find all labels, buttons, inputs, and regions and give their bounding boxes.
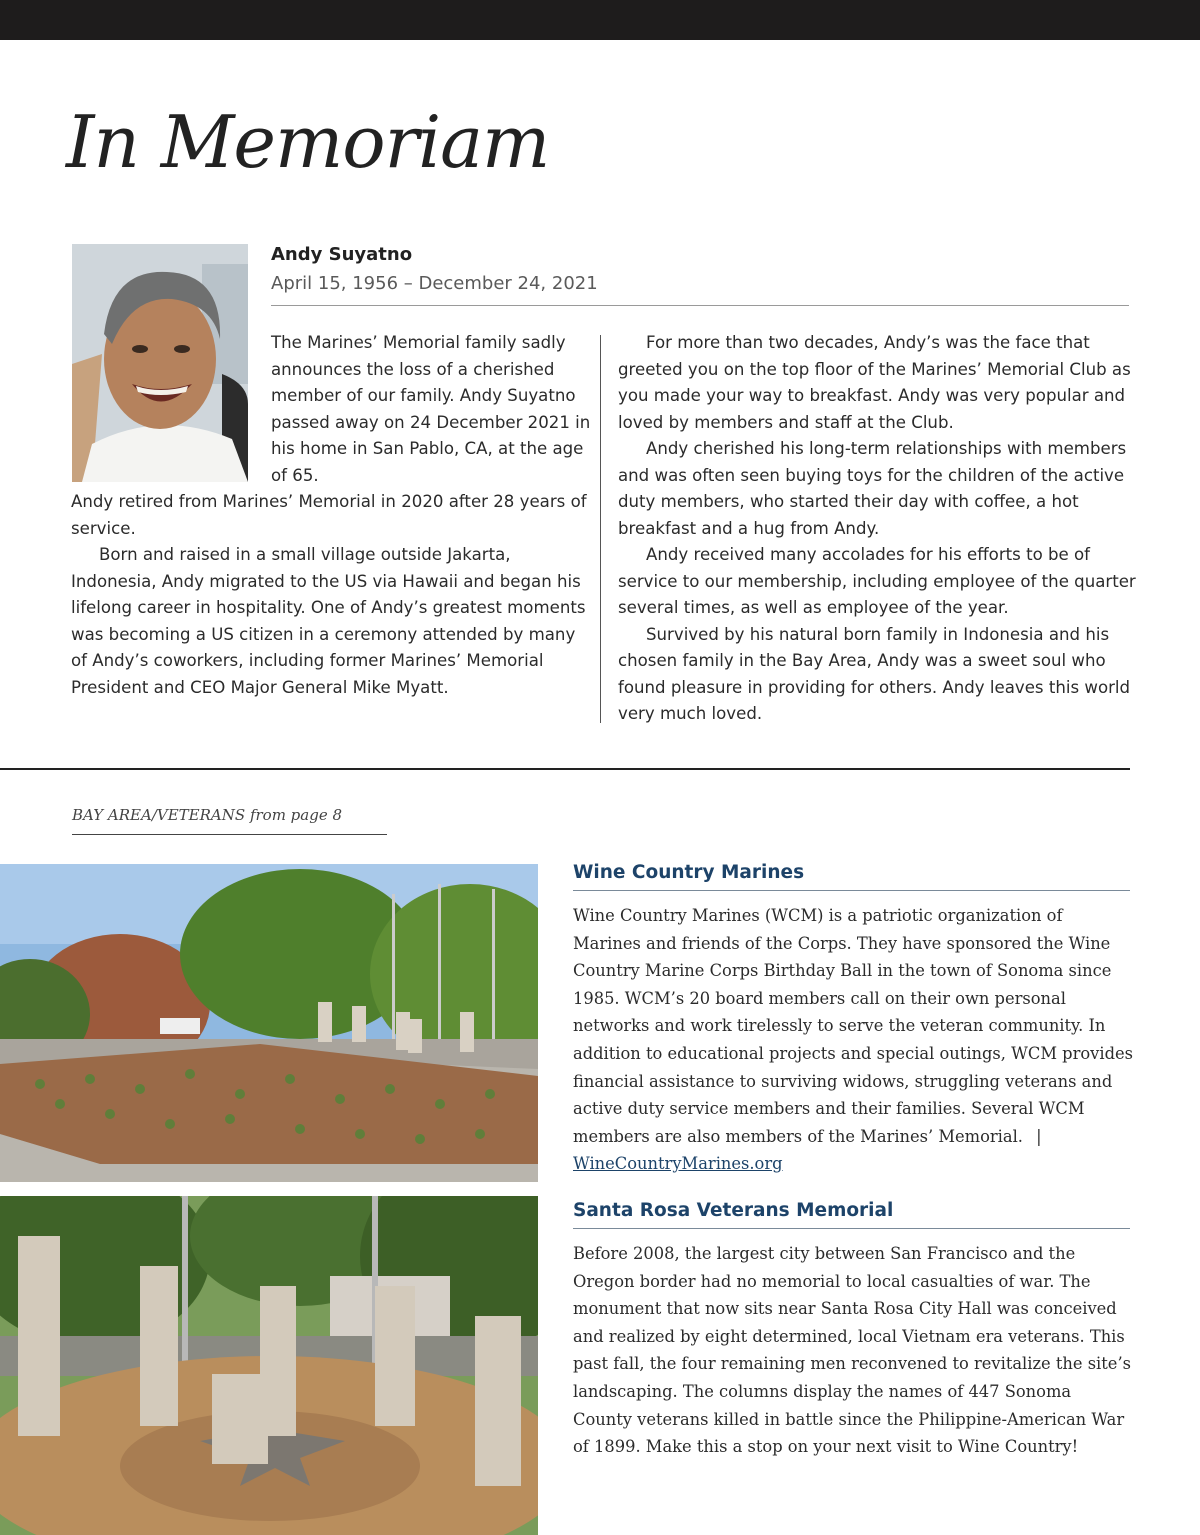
obituary-paragraph: Andy retired from Marines’ Memorial in 2020 after 28 years of service. (71, 492, 587, 538)
wine-country-text: Wine Country Marines (WCM) is a patriotic organization of Marines and friends of the Corps. They have sponsored the Wine Country Marine Corps Birthday Ball in the town of Sonoma since 1985. WCM’s 20 board members call on their own personal networks and work tirelessly to serve the veteran community. In addition to educational projects and special outings, WCM provides financial assistance to surviving widows, struggling veterans and active duty service members and their families. Several WCM members are also members of the Marines’ Memorial. (573, 906, 1134, 1146)
page-title: In Memoriam (66, 100, 550, 184)
obituary-paragraph: Andy received many accolades for his efforts to be of service to our membership, including employee of the quarter several times, as well as employee of the year. (618, 545, 1136, 617)
jump-page: from page 8 (249, 806, 343, 824)
wine-country-heading-rule (573, 890, 1130, 891)
obituary-left-column (71, 489, 591, 701)
obituary-right-column (618, 330, 1138, 728)
obituary-paragraph: The Marines’ Memorial family sadly announces the loss of a cherished member of our family. Andy Suyatno passed away on 24 December 2021 in his home in San Pablo, CA, at the age of 65. (271, 333, 591, 485)
obituary-divider (271, 305, 1129, 306)
top-bar (0, 0, 1200, 40)
obituary-paragraph: Survived by his natural born family in Indonesia and his chosen family in the Bay Area, Andy was a sweet soul who found pleasure in providing for others. Andy leaves this world very much loved. (618, 624, 1131, 723)
jump-line (72, 806, 342, 824)
obituary-left-column-top (271, 330, 591, 489)
link-separator: | (1036, 1126, 1042, 1146)
wine-country-park-photo (0, 864, 538, 1182)
obituary-paragraph: For more than two decades, Andy’s was the face that greeted you on the top floor of the Marines’ Memorial Club as you made your way to breakfast. Andy was very popular and loved by members and staff at the Club. (618, 333, 1131, 432)
wine-country-heading: Wine Country Marines (573, 862, 805, 883)
section-divider (0, 768, 1130, 770)
portrait-photo (72, 244, 248, 482)
obituary-dates: April 15, 1956 – December 24, 2021 (271, 273, 598, 294)
wine-country-body (573, 902, 1133, 1178)
obituary-name: Andy Suyatno (271, 244, 413, 265)
jump-line-rule (72, 834, 387, 835)
obituary-paragraph: Born and raised in a small village outside Jakarta, Indonesia, Andy migrated to the US via Hawaii and began his lifelong career in hospitality. One of Andy’s greatest moments was becoming a US citizen in a ceremony attended by many of Andy’s coworkers, including former Marines’ Memorial President and CEO Major General Mike Myatt. (71, 545, 586, 697)
santa-rosa-text: Before 2008, the largest city between San Francisco and the Oregon border had no memorial to local casualties of war. The monument that now sits near Santa Rosa City Hall was conceived and realized by eight determined, local Vietnam era veterans. This past fall, the four remaining men reconvened to revitalize the site’s landscaping. The columns display the names of 447 Sonoma County veterans killed in battle since the Philippine-American War of 1899. Make this a stop on your next visit to Wine Country! (573, 1244, 1131, 1457)
column-divider (600, 335, 601, 723)
santa-rosa-heading: Santa Rosa Veterans Memorial (573, 1200, 894, 1221)
wine-country-link[interactable]: WineCountryMarines.org (573, 1154, 783, 1174)
obituary-paragraph: Andy cherished his long-term relationships with members and was often seen buying toys for the children of the active duty members, who started their day with coffee, a hot breakfast and a hug from Andy. (618, 439, 1127, 538)
santa-rosa-heading-rule (573, 1228, 1130, 1229)
jump-section: BAY AREA/VETERANS (72, 806, 246, 824)
santa-rosa-body (573, 1240, 1133, 1461)
santa-rosa-memorial-photo (0, 1196, 538, 1535)
